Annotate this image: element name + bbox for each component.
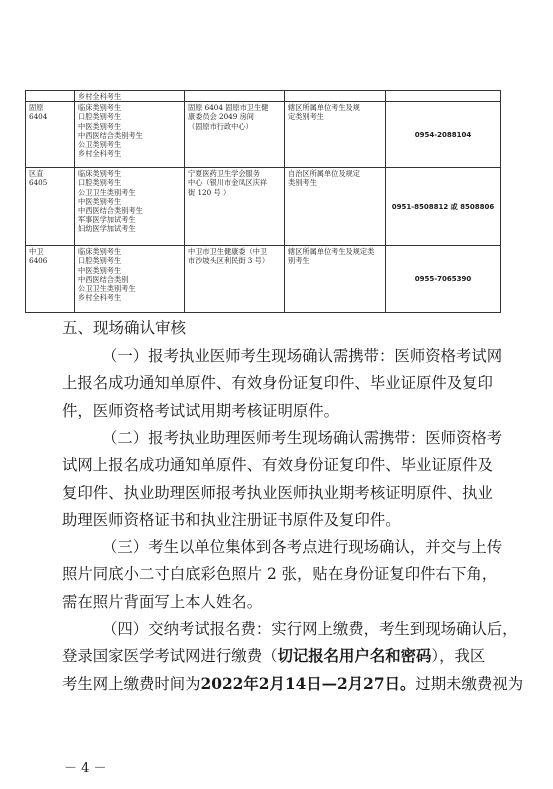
category-item: 军事医学加试考生 — [78, 215, 136, 225]
paragraph-line: （三）考生以单位集体到各考点进行现场确认，并交与上传 — [102, 538, 503, 556]
categories-cell — [75, 246, 185, 313]
scope-line: 辖区所属单位考生及规定类 — [288, 247, 375, 257]
emphasis-text: 切记报名用户名和密码 — [277, 647, 432, 666]
location-cell — [185, 102, 285, 168]
location-line: 中卫市卫生健康委（中卫 — [188, 247, 268, 257]
category-item: 中西医结合类别 — [78, 274, 129, 284]
site-code-cell — [26, 102, 75, 168]
location-line: 固原 6404 固原市卫生健 — [188, 103, 269, 113]
category-item: 中医类别考生 — [78, 265, 122, 275]
paragraph-line: 照片同底小二寸白底彩色照片 2 张，贴在身份证复印件右下角， — [62, 565, 498, 584]
scope-line: 辖区所属单位考生及规 — [288, 103, 360, 113]
table-row — [26, 102, 501, 168]
text-run: 考生网上缴费时间为 — [62, 674, 201, 693]
category-item: 中医类别考生 — [78, 121, 122, 131]
section-heading: 五、现场确认审核 — [62, 319, 187, 337]
paragraph-line: （四）交纳考试报名费：实行网上缴费，考生到现场确认后， — [102, 620, 518, 638]
table-cell — [285, 91, 386, 102]
category-item: 中西医结合类别考生 — [78, 130, 143, 140]
table-row — [26, 246, 501, 313]
category-item: 中西医结合类别考生 — [78, 206, 143, 216]
site-code: 6406 — [29, 256, 48, 266]
site-name: 区直 — [29, 169, 44, 179]
site-code: 6404 — [29, 112, 48, 122]
site-name: 中卫 — [29, 247, 44, 257]
paragraph-line: 试网上报名成功通知单原件、有效身份证复印件、毕业证原件及 — [62, 456, 493, 475]
scope-line: 自治区所属单位及规定 — [288, 169, 360, 179]
paragraph-line: 件，医师资格考试试用期考核证明原件。 — [62, 401, 340, 420]
table-row — [26, 168, 501, 246]
emphasis-date: 2022年2月14日—2月27日。 — [200, 674, 416, 693]
paragraph-3 — [62, 534, 503, 616]
site-code-cell — [26, 246, 75, 313]
category-item: 口腔类别考生 — [78, 256, 122, 266]
category-item: 乡村全科考生 — [78, 293, 122, 303]
paragraph-line — [62, 643, 492, 670]
category-item: 口腔类别考生 — [78, 112, 122, 122]
location-cell — [185, 168, 285, 246]
text-run: ），我区 — [431, 647, 486, 666]
table-cell — [26, 91, 75, 102]
categories-cell — [75, 102, 185, 168]
category-item: 妇幼医学加试考生 — [78, 224, 136, 234]
category-item: 临床类别考生 — [78, 169, 122, 179]
scope-cell — [285, 168, 386, 246]
location-line: 中心（银川市金凤区庆祥 — [188, 178, 268, 188]
location-line: 市沙坡头区利民街 3 号） — [188, 256, 270, 266]
category-item: 乡村全科考生 — [78, 149, 122, 159]
site-name: 固原 — [29, 103, 44, 113]
scope-line: 别考生 — [288, 256, 310, 266]
paragraph-line: 助理医师资格证书和执业注册证书原件及复印件。 — [62, 510, 401, 529]
scope-cell — [285, 102, 386, 168]
category-item: 口腔类别考生 — [78, 178, 122, 188]
paragraph-line: （二）报考执业助理医师考生现场确认需携带：医师资格考 — [102, 429, 503, 447]
category-item: 临床类别考生 — [78, 103, 122, 113]
location-line: 街 120 号 ） — [188, 187, 231, 197]
paragraph-line: 复印件、执业助理医师报考执业医师执业期考核证明原件、执业 — [62, 483, 493, 502]
text-run: 登录国家医学考试网进行缴费（ — [62, 647, 278, 666]
paragraph-line — [62, 671, 524, 698]
paragraph-2 — [62, 425, 503, 534]
phone-cell: 0954-2088104 — [386, 102, 501, 168]
location-cell — [185, 246, 285, 313]
exam-site-table — [25, 90, 501, 313]
site-code-cell — [26, 168, 75, 246]
paragraph-1 — [62, 343, 503, 425]
table-cell — [185, 91, 285, 102]
phone-cell: 0951-8508812 或 8508806 — [386, 168, 501, 246]
text-run: 过期未缴费视为 — [415, 674, 524, 693]
page-number: － 4 － — [64, 761, 107, 776]
location-line: （固原市行政中心） — [188, 121, 253, 131]
category-item: 公卫类别考生 — [78, 140, 122, 150]
scope-line: 类别考生 — [288, 178, 317, 188]
paragraph-line: （一）报考执业医师考生现场确认需携带：医师资格考试网 — [102, 347, 503, 365]
category-item: 临床类别考生 — [78, 247, 122, 257]
table-cell — [386, 91, 501, 102]
phone-cell: 0955-7065390 — [386, 246, 501, 313]
categories-cell — [75, 168, 185, 246]
category-item: 中医类别考生 — [78, 196, 122, 206]
location-line: 康委员会 2049 房间 — [188, 112, 254, 122]
scope-line: 定类别考生 — [288, 112, 324, 122]
category-item: 乡村全科考生 — [78, 92, 122, 101]
table-row — [26, 91, 501, 102]
category-item: 公卫卫生类别考生 — [78, 187, 136, 197]
table-cell — [75, 91, 185, 102]
paragraph-line: 需在照片背面写上本人姓名。 — [62, 592, 263, 611]
paragraph-line: 上报名成功通知单原件、有效身份证复印件、毕业证原件及复印 — [62, 374, 493, 393]
site-code: 6405 — [29, 178, 48, 188]
location-line: 宁夏医药卫生学会服务 — [188, 169, 260, 179]
paragraph-4 — [62, 616, 524, 698]
category-item: 公卫卫生类别考生 — [78, 284, 136, 294]
scope-cell — [285, 246, 386, 313]
